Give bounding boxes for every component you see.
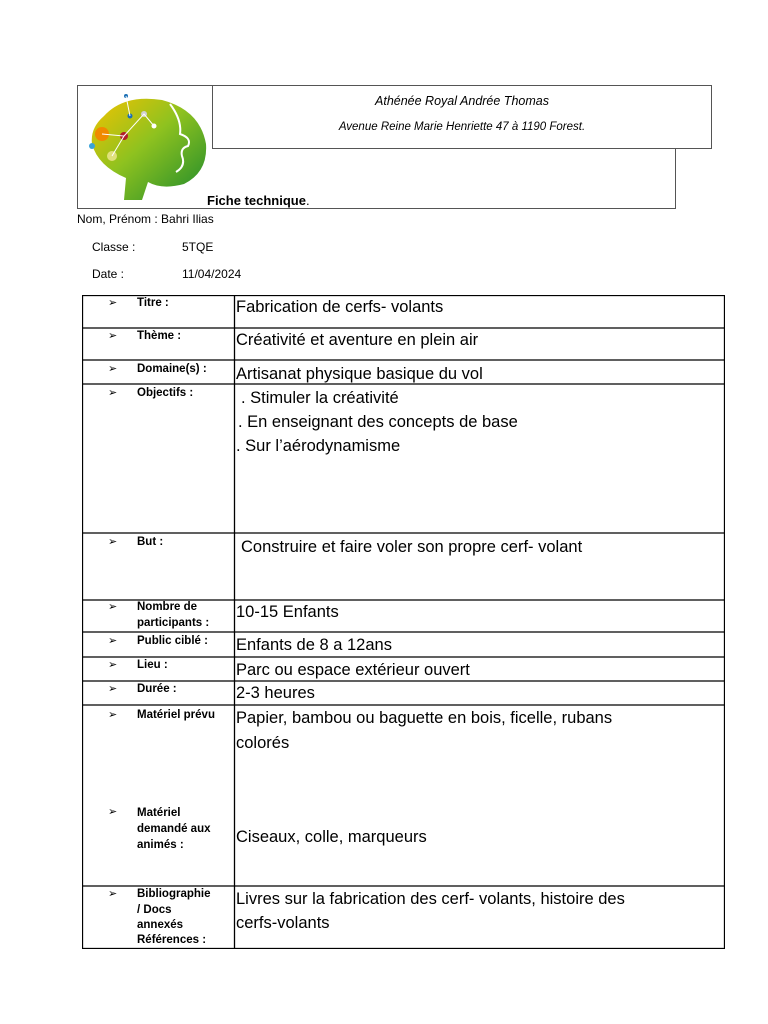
objectifs-value-3: . Sur l’aérodynamisme bbox=[236, 437, 401, 455]
class-value: 5TQE bbox=[182, 240, 214, 254]
theme-value: Créativité et aventure en plein air bbox=[236, 331, 479, 349]
school-address: Avenue Reine Marie Henriette 47 à 1190 Forest. bbox=[338, 121, 586, 133]
arrow-bullet-icon: ➢ bbox=[108, 635, 118, 647]
materiel-prevu-value-1: Papier, bambou ou baguette en bois, ficelle, rubans bbox=[236, 709, 613, 727]
lieu-value: Parc ou espace extérieur ouvert bbox=[236, 661, 470, 679]
student-name: Nom, Prénom : Bahri Ilias bbox=[77, 212, 214, 226]
but-value: Construire et faire voler son propre cerf- volant bbox=[241, 538, 583, 556]
date-label: Date : bbox=[92, 267, 125, 281]
materiel-demande-value: Ciseaux, colle, marqueurs bbox=[236, 828, 427, 846]
arrow-bullet-icon: ➢ bbox=[108, 683, 118, 695]
titre-value: Fabrication de cerfs- volants bbox=[236, 298, 444, 316]
arrow-bullet-icon: ➢ bbox=[108, 806, 118, 818]
public-value: Enfants de 8 a 12ans bbox=[236, 636, 392, 654]
arrow-bullet-icon: ➢ bbox=[108, 709, 118, 721]
objectifs-value-2: . En enseignant des concepts de base bbox=[238, 413, 518, 431]
school-name: Athénée Royal Andrée Thomas bbox=[375, 94, 549, 108]
materiel-prevu-value-2: colorés bbox=[236, 734, 290, 752]
arrow-bullet-icon: ➢ bbox=[108, 659, 118, 671]
arrow-bullet-icon: ➢ bbox=[108, 330, 118, 342]
arrow-bullet-icon: ➢ bbox=[108, 297, 118, 309]
date-value: 11/04/2024 bbox=[182, 267, 242, 281]
document-title: Fiche technique. bbox=[207, 193, 310, 208]
domaines-value: Artisanat physique basique du vol bbox=[236, 365, 483, 383]
bibliographie-value-2: cerfs-volants bbox=[236, 914, 330, 932]
objectifs-value-1: . Stimuler la créativité bbox=[241, 389, 399, 407]
arrow-bullet-icon: ➢ bbox=[108, 363, 118, 375]
arrow-bullet-icon: ➢ bbox=[108, 888, 118, 900]
participants-value: 10-15 Enfants bbox=[236, 603, 339, 621]
arrow-bullet-icon: ➢ bbox=[108, 601, 118, 613]
duree-value: 2-3 heures bbox=[236, 684, 315, 702]
class-label: Classe : bbox=[92, 240, 136, 254]
bibliographie-value-1: Livres sur la fabrication des cerf- volants, histoire des bbox=[236, 890, 625, 908]
school-info-box bbox=[212, 85, 712, 149]
school-logo bbox=[84, 86, 210, 206]
arrow-bullet-icon: ➢ bbox=[108, 536, 118, 548]
arrow-bullet-icon: ➢ bbox=[108, 387, 118, 399]
